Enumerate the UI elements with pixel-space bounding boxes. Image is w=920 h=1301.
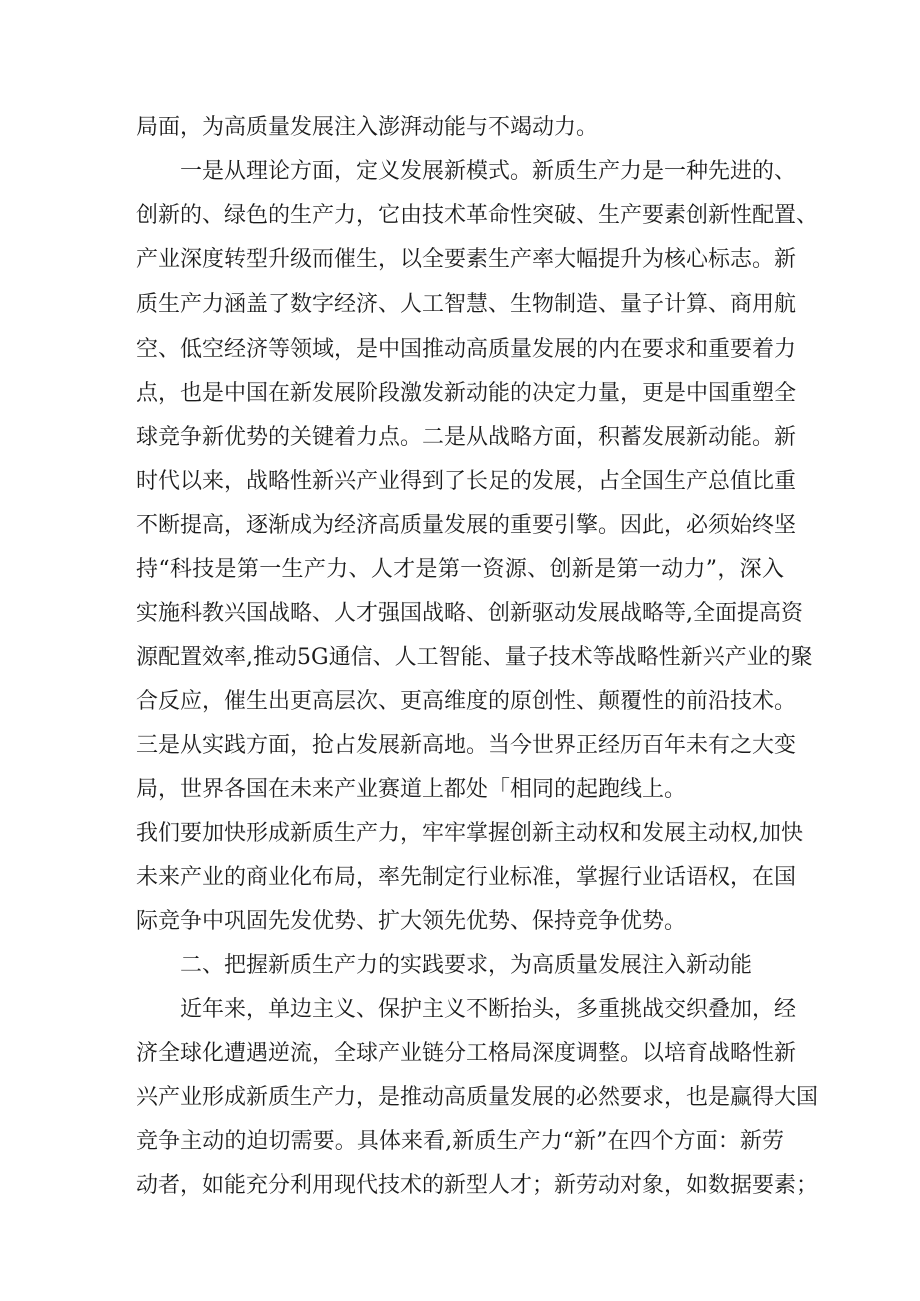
text-line: 源配置效率,推动5G通信、人工智能、量子技术等战略性新兴产业的聚: [136, 645, 813, 670]
text-line: 兴产业形成新质生产力，是推动高质量发展的必然要求，也是赢得大国: [136, 1085, 819, 1110]
text-line: 空、低空经济等领域，是中国推动高质量发展的内在要求和重要着力: [136, 337, 797, 362]
text-line: 时代以来，战略性新兴产业得到了长足的发展，占全国生产总值比重: [136, 469, 797, 494]
text-line: 济全球化遭遇逆流，全球产业链分工格局深度调整。以培育战略性新: [136, 1041, 797, 1066]
text-line: 竞争主动的迫切需要。具体来看,新质生产力“新”在四个方面：新劳: [136, 1129, 784, 1154]
text-line: 近年来，单边主义、保护主义不断抬头，多重挑战交织叠加，经: [180, 997, 797, 1022]
text-line: 产业深度转型升级而催生，以全要素生产率大幅提升为核心标志。新: [136, 247, 797, 272]
text-line: 动者，如能充分利用现代技术的新型人才；新劳动对象，如数据要素；: [136, 1173, 819, 1198]
text-line: 我们要加快形成新质生产力，牢牢掌握创新主动权和发展主动权,加快: [136, 821, 803, 846]
text-line: 实施科教兴国战略、人才强国战略、创新驱动发展战略等,全面提高资: [136, 601, 803, 626]
text-line: 局面，为高质量发展注入澎湃动能与不竭动力。: [136, 115, 599, 140]
text-line: 持“科技是第一生产力、人才是第一资源、创新是第一动力”，深入: [136, 557, 784, 582]
text-line: 一是从理论方面，定义发展新模式。新质生产力是一种先进的、: [180, 159, 797, 184]
text-line: 未来产业的商业化布局，率先制定行业标准，掌握行业话语权，在国: [136, 865, 797, 890]
text-line: 不断提高，逐渐成为经济高质量发展的重要引擎。因此，必须始终坚: [136, 513, 797, 538]
section-heading: 二、把握新质生产力的实践要求，为高质量发展注入新动能: [180, 953, 753, 978]
text-line: 点，也是中国在新发展阶段激发新动能的决定力量，更是中国重塑全: [136, 381, 797, 406]
text-line: 创新的、绿色的生产力，它由技术革命性突破、生产要素创新性配置、: [136, 203, 819, 228]
text-line: 球竞争新优势的关键着力点。二是从战略方面，积蓄发展新动能。新: [136, 425, 797, 450]
text-line: 质生产力涵盖了数字经济、人工智慧、生物制造、量子计算、商用航: [136, 292, 797, 317]
text-line: 合反应，催生出更高层次、更高维度的原创性、颠覆性的前沿技术。: [136, 689, 797, 714]
text-line: 际竞争中巩固先发优势、扩大领先优势、保持竞争优势。: [136, 909, 687, 934]
text-line: 三是从实践方面，抢占发展新高地。当今世界正经历百年未有之大变: [136, 733, 797, 758]
text-line: 局，世界各国在未来产业赛道上都处「相同的起跑线上。: [136, 777, 687, 802]
